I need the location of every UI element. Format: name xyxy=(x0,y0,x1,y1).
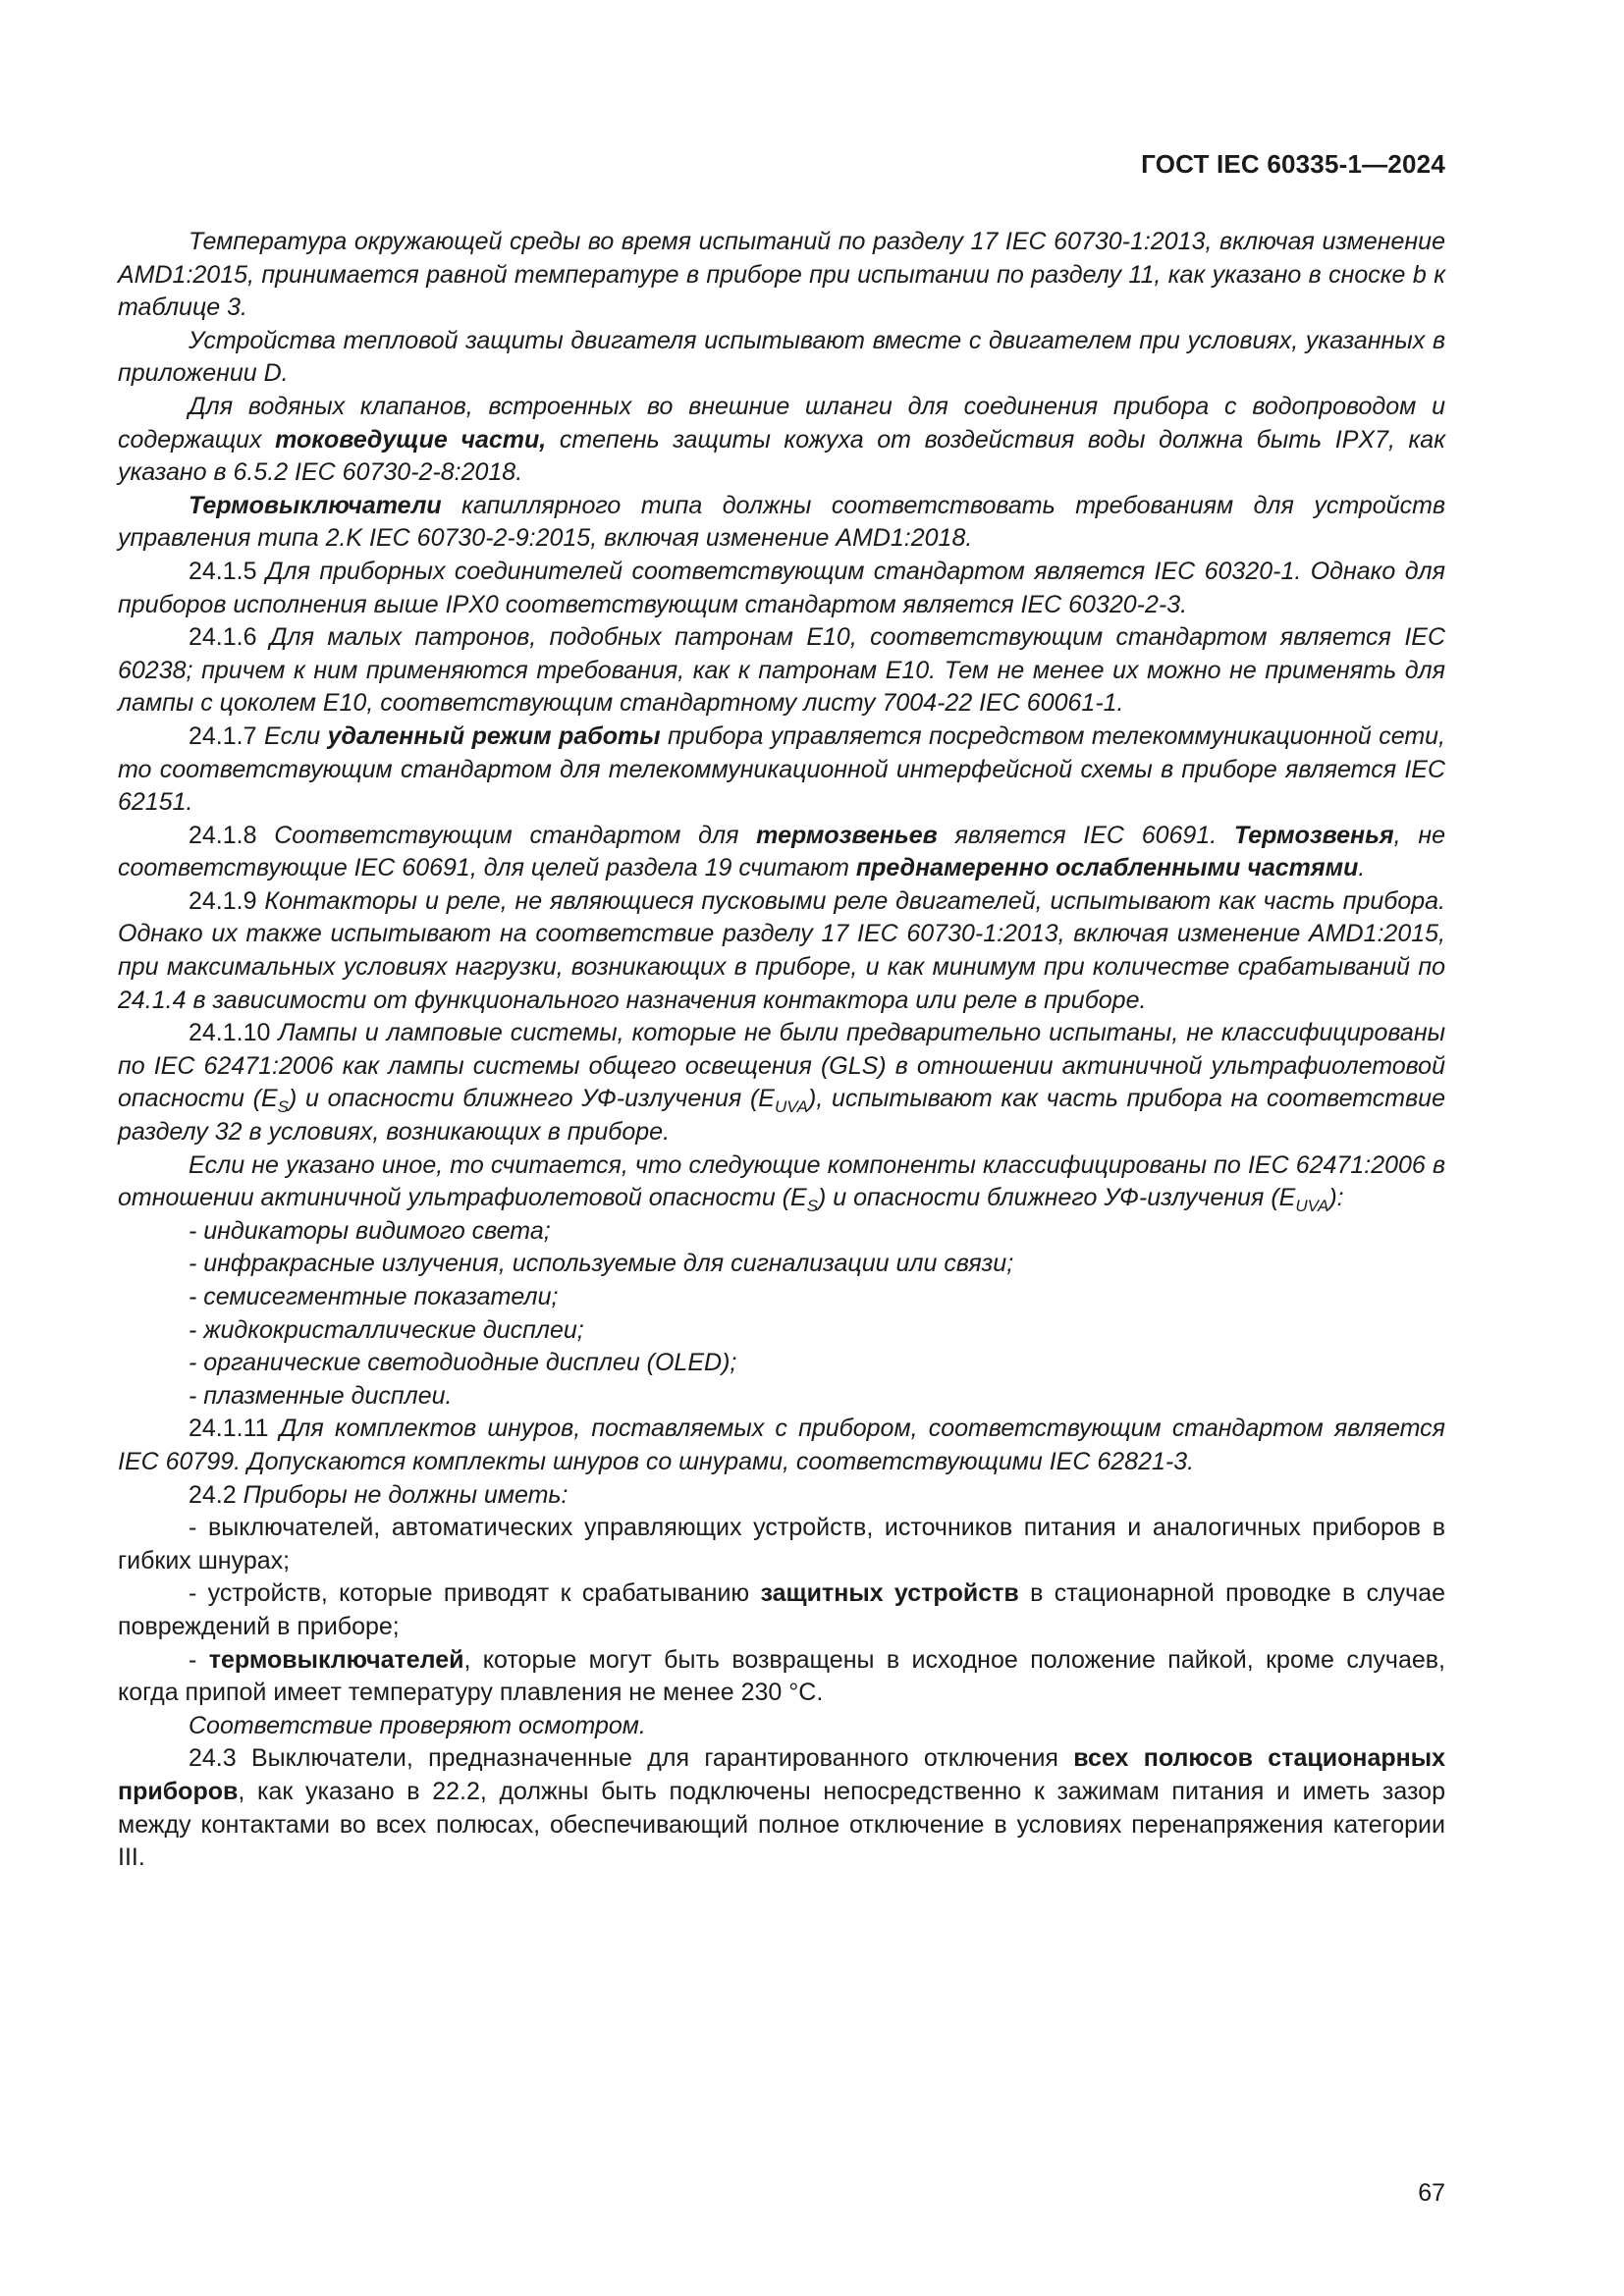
term-thermal-cut-outs: термовыключателей xyxy=(208,1645,464,1674)
term-thermal-links: термозвеньев xyxy=(756,821,938,849)
clause-24-1-7: 24.1.7 Если удаленный режим работы прибора управляется посредством телекоммуникационной сети, то соответствующим стандартом для телекоммуникационной интерфейсной схемы в приборе является IEC 62151. xyxy=(118,721,1446,817)
term-live-parts: токоведущие части, xyxy=(275,425,547,454)
page-number: 67 xyxy=(1418,2179,1445,2207)
list-item: - органические светодиодные дисплеи (OLED); xyxy=(189,1349,737,1377)
term-intentionally-weak-parts: преднамеренно ослабленными частями xyxy=(855,854,1359,882)
paragraph-classified-components: Если не указано иное, то считается, что следующие компоненты классифицированы по IEC 62471:2006 в отношении актиничной ультрафиолетовой опасности $(E_S)$ и опасности ближнего УФ-излучения $(E_{UVA})$: xyxy=(118,1150,1445,1216)
list-item: - жидкокристаллические дисплеи; xyxy=(189,1315,584,1344)
paragraph-ambient-temperature: Температура окружающей среды во время испытаний по разделу 17 IEC 60730-1:2013, включая изменение AMD1:2015, принимается равной температуре в приборе при испытании по разделу 11, как указано в сноске b к таблице 3. xyxy=(118,228,1445,322)
clause-24-2: 24.2 Приборы не должны иметь: xyxy=(189,1480,568,1509)
term-protective-devices: защитных устройств xyxy=(760,1579,1019,1608)
list-item: - инфракрасные излучения, используемые для сигнализации или связи; xyxy=(189,1250,1014,1278)
clause-24-1-5: 24.1.5 Для приборных соединителей соответствующим стандартом является IEC 60320-1. Однако для приборов исполнения выше IPX0 соответствующим стандартом является IEC 60320-2-3. xyxy=(118,557,1446,618)
list-item: - семисегментные показатели; xyxy=(189,1283,559,1310)
paragraph-thermostats: Термовыключатели капиллярного типа должны соответствовать требованиям для устройств управления типа 2.K IEC 60730-2-9:2015, включая изменение AMD1:2018. xyxy=(118,491,1445,553)
paragraph-water-valves: Для водяных клапанов, встроенных во внешние шланги для соединения прибора с водопроводом и содержащих токоведущие части, степень защиты кожуха от воздействия воды должна быть IPX7, как указано в 6.5.2 IEC 60730-2-8:2018. xyxy=(118,392,1446,487)
list-item: - индикаторы видимого света; xyxy=(189,1216,551,1245)
term-remote-operation: удаленный режим работы xyxy=(327,721,661,750)
list-item: - плазменные дисплеи. xyxy=(189,1381,453,1410)
term-all-pole-stationary: всех полюсов стационарных приборов xyxy=(118,1744,1445,1805)
paragraph-motor-protection: Устройства тепловой защиты двигателя испытывают вместе с двигателем при условиях, указанных в приложении D. xyxy=(118,326,1445,388)
term-thermal-links-2: Термозвенья xyxy=(1233,821,1394,849)
clause-24-1-11: 24.1.11 Для комплектов шнуров, поставляемых с прибором, соответствующим стандартом является IEC 60799. Допускаются комплекты шнуров со шнурами, соответствующими IEC 62821-3. xyxy=(118,1415,1445,1475)
document-header: ГОСТ IEC 60335-1—2024 xyxy=(1141,149,1445,179)
term-thermostats: Термовыключатели xyxy=(189,491,442,519)
list-item: - термовыключателей, которые могут быть возвращены в исходное положение пайкой, кроме случаев, когда припой имеет температуру плавления не менее 230 °С. xyxy=(118,1645,1445,1707)
compliance-check: Соответствие проверяют осмотром. xyxy=(189,1711,646,1739)
list-item: - выключателей, автоматических управляющих устройств, источников питания и аналогичных приборов в гибких шнурах; xyxy=(118,1514,1445,1575)
clause-24-3: 24.3 Выключатели, предназначенные для гарантированного отключения всех полюсов стационарных приборов, как указано в 22.2, должны быть подключены непосредственно к зажимам питания и иметь зазор между контактами во всех полюсах, обеспечивающий полное отключение в условиях перенапряжения категории III. xyxy=(118,1744,1445,1872)
clause-24-1-8: 24.1.8 Соответствующим стандартом для термозвеньев является IEC 60691. Термозвенья, не соответствующие IEC 60691, для целей раздела 19 считают преднамеренно ослабленными частями. xyxy=(118,821,1445,882)
page-body xyxy=(118,226,1445,1875)
clause-24-1-9: 24.1.9 Контакторы и реле, не являющиеся пусковыми реле двигателей, испытывают как часть прибора. Однако их также испытывают на соответствие разделу 17 IEC 60730-1:2013, включая изменение AMD1:2015, при максимальных условиях нагрузки, возникающих в приборе, и как минимум при количестве срабатываний по 24.1.4 в зависимости от функционального назначения контактора или реле в приборе. xyxy=(118,886,1445,1014)
clause-24-1-6: 24.1.6 Для малых патронов, подобных патронам E10, соответствующим стандартом является IEC 60238; причем к ним применяются требования, как к патронам E10. Тем не менее их можно не применять для лампы с цоколем E10, соответствующим стандартному листу 7004-22 IEC 60061-1. xyxy=(118,623,1445,718)
list-item: - устройств, которые приводят к срабатыванию защитных устройств в стационарной проводке в случае повреждений в приборе; xyxy=(118,1579,1445,1640)
clause-24-1-10: 24.1.10 Лампы и ламповые системы, которые не были предварительно испытаны, не классифицированы по IEC 62471:2006 как лампы системы общего освещения (GLS) в отношении актиничной ультрафиолетовой опасности $(E_S)$ и опасности ближнего УФ-излучения $(E_{UVA})$, испытывают как часть прибора на соответствие разделу 32 в условиях, возникающих в приборе. xyxy=(118,1019,1445,1147)
